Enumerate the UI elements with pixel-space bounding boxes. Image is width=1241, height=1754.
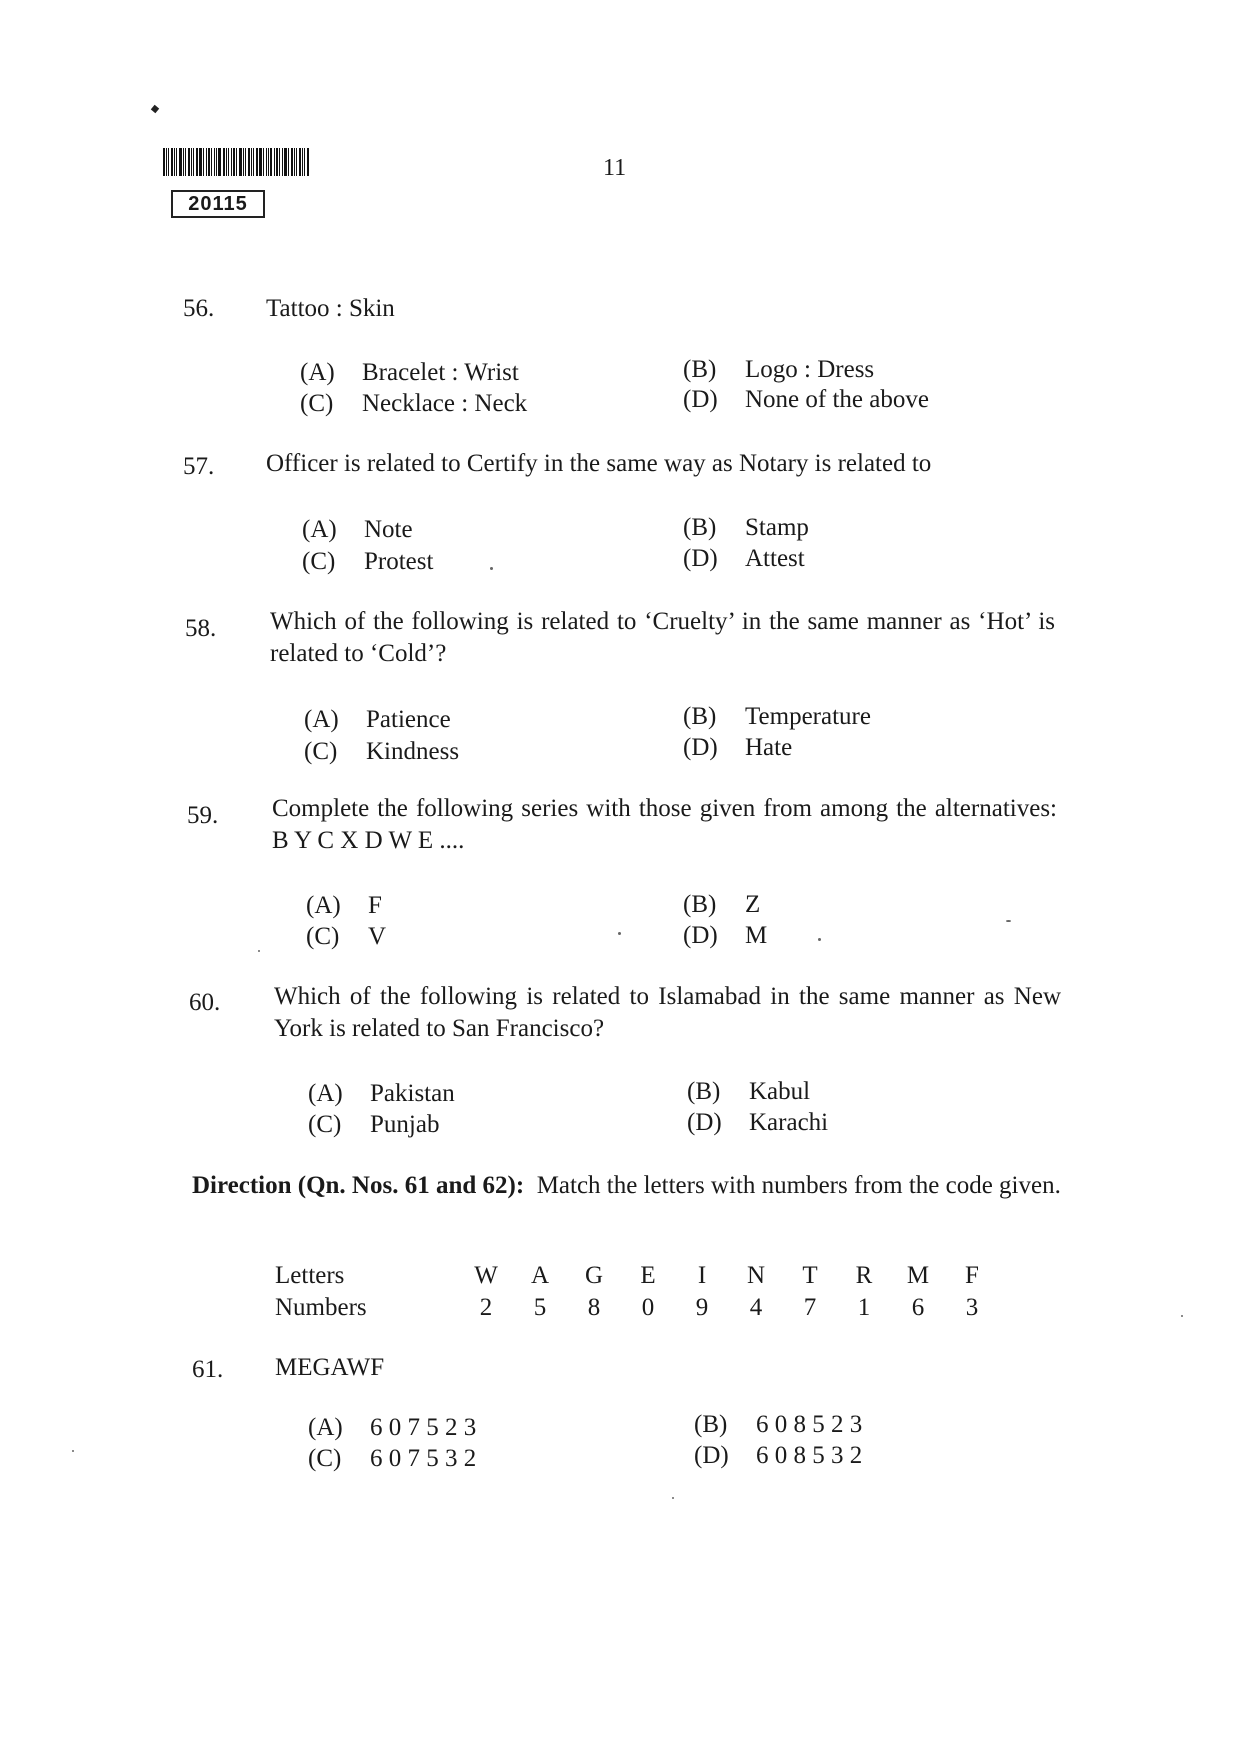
scan-speck <box>818 938 821 941</box>
option-label: (C) <box>302 548 336 575</box>
letter-cell: M <box>906 1262 930 1289</box>
option-label: (D) <box>694 1442 729 1469</box>
barcode-stripe <box>176 148 177 176</box>
barcode-stripe <box>223 148 225 176</box>
scan-speck <box>618 932 621 935</box>
option-text: Karachi <box>749 1109 829 1136</box>
number-cell: 2 <box>479 1294 493 1321</box>
option-label: (D) <box>683 545 718 572</box>
number-cell: 8 <box>587 1294 601 1321</box>
barcode-stripe <box>251 148 252 176</box>
barcode-stripe <box>291 148 293 176</box>
barcode-stripe <box>302 148 303 176</box>
option-label: (C) <box>308 1445 342 1472</box>
option-text: None of the above <box>745 386 929 413</box>
option-label: (C) <box>306 923 340 950</box>
option-a[interactable] <box>306 890 382 922</box>
option-label: (A) <box>308 1080 343 1107</box>
question-text: Which of the following is related to Islamabad in the same manner as New York is related to San Francisco? <box>274 983 1061 1042</box>
option-label: (A) <box>300 359 335 386</box>
option-label: (D) <box>687 1109 722 1136</box>
barcode <box>163 148 326 176</box>
question-number: 58. <box>185 615 217 642</box>
option-text: V <box>368 923 387 950</box>
option-label: (A) <box>302 516 337 543</box>
option-b[interactable] <box>683 701 871 733</box>
option-c[interactable] <box>308 1109 439 1141</box>
number-cell: 6 <box>911 1294 925 1321</box>
scan-speck <box>1006 920 1011 922</box>
number-cell: 7 <box>803 1294 817 1321</box>
option-a[interactable] <box>304 704 451 736</box>
letters-row <box>275 1260 999 1292</box>
barcode-stripe <box>268 148 269 176</box>
option-a[interactable] <box>308 1078 455 1110</box>
option-b[interactable] <box>683 354 874 386</box>
option-text: F <box>368 892 382 919</box>
question-text: MEGAWF <box>275 1354 385 1381</box>
scan-speck <box>1181 1315 1183 1317</box>
barcode-stripe <box>231 148 232 176</box>
option-text: Z <box>745 891 761 918</box>
option-text: Hate <box>745 734 793 761</box>
question-number: 60. <box>189 989 221 1016</box>
barcode-stripe <box>282 148 283 176</box>
option-text: Patience <box>366 706 451 733</box>
option-a[interactable] <box>300 357 519 389</box>
question-number: 61. <box>192 1356 224 1383</box>
letter-cell: R <box>855 1262 873 1289</box>
option-b[interactable] <box>683 512 809 544</box>
option-text: 6 0 8 5 2 3 <box>756 1411 863 1438</box>
option-label: (B) <box>683 703 717 730</box>
option-a[interactable] <box>302 514 413 546</box>
numbers-label: Numbers <box>275 1294 367 1321</box>
number-cell: 9 <box>695 1294 709 1321</box>
scan-speck <box>672 1497 674 1499</box>
option-label: (C) <box>304 738 338 765</box>
option-text: Stamp <box>745 514 809 541</box>
scan-speck <box>490 567 493 570</box>
letters-label: Letters <box>275 1262 345 1289</box>
barcode-stripe <box>296 148 297 176</box>
option-d[interactable] <box>687 1107 828 1139</box>
barcode-stripe <box>243 148 244 176</box>
option-c[interactable] <box>306 921 386 953</box>
option-b[interactable] <box>687 1076 810 1108</box>
option-b[interactable] <box>683 889 760 921</box>
barcode-stripe <box>253 148 254 176</box>
barcode-stripe <box>284 148 287 176</box>
option-text: Bracelet : Wrist <box>362 359 519 386</box>
option-label: (C) <box>300 390 334 417</box>
option-text: Kindness <box>366 738 460 765</box>
option-d[interactable] <box>683 920 767 952</box>
option-text: Note <box>364 516 413 543</box>
letter-cell: N <box>746 1262 766 1289</box>
option-label: (C) <box>308 1111 342 1138</box>
option-label: (A) <box>308 1414 343 1441</box>
barcode-stripe <box>228 148 229 176</box>
barcode-stripe <box>196 148 198 176</box>
barcode-stripe <box>288 148 289 176</box>
number-cell: 5 <box>533 1294 547 1321</box>
barcode-stripe <box>183 148 184 176</box>
barcode-stripe <box>179 148 182 176</box>
barcode-stripe <box>299 148 301 176</box>
option-a[interactable] <box>308 1412 476 1444</box>
number-cell: 1 <box>857 1294 871 1321</box>
barcode-stripe <box>266 148 267 176</box>
option-c[interactable] <box>308 1443 476 1475</box>
option-label: (B) <box>683 356 717 383</box>
option-label: (D) <box>683 386 718 413</box>
barcode-stripe <box>256 148 258 176</box>
option-label: (B) <box>694 1411 728 1438</box>
question-number: 57. <box>183 453 215 480</box>
letter-cell: F <box>965 1262 979 1289</box>
question-text: Officer is related to Certify in the same way as Notary is related to <box>266 450 932 477</box>
question-text: Complete the following series with those given from among the alternatives: B Y C X D W E .... <box>272 795 1057 854</box>
number-cell: 0 <box>641 1294 655 1321</box>
barcode-stripe <box>216 148 217 176</box>
barcode-stripe <box>168 148 169 176</box>
letter-cell: E <box>640 1262 656 1289</box>
barcode-stripe <box>163 148 165 176</box>
option-d[interactable] <box>683 543 805 575</box>
barcode-stripe <box>245 148 246 176</box>
letter-cell: W <box>474 1262 498 1289</box>
barcode-stripe <box>239 148 242 176</box>
option-text: Punjab <box>370 1111 440 1138</box>
direction-heading: Direction (Qn. Nos. 61 and 62): <box>192 1172 525 1199</box>
letter-cell: I <box>697 1262 707 1289</box>
option-text: Protest <box>364 548 434 575</box>
barcode-stripe <box>203 148 204 176</box>
barcode-stripe <box>226 148 227 176</box>
option-label: (D) <box>683 922 718 949</box>
barcode-stripe <box>259 148 262 176</box>
option-label: (B) <box>683 514 717 541</box>
barcode-stripe <box>191 148 192 176</box>
barcode-stripe <box>193 148 194 176</box>
option-label: (A) <box>304 706 339 733</box>
barcode-stripe <box>294 148 295 176</box>
option-label: (D) <box>683 734 718 761</box>
option-label: (B) <box>683 891 717 918</box>
barcode-stripe <box>236 148 237 176</box>
option-text: 6 0 8 5 3 2 <box>756 1442 863 1469</box>
barcode-stripe <box>214 148 215 176</box>
option-text: 6 0 7 5 2 3 <box>370 1414 477 1441</box>
option-d[interactable] <box>694 1440 862 1472</box>
option-c[interactable] <box>304 736 459 768</box>
option-text: Necklace : Neck <box>362 390 528 417</box>
letter-cell: A <box>530 1262 550 1289</box>
option-label: (B) <box>687 1078 721 1105</box>
barcode-stripe <box>206 148 207 176</box>
letter-cell: G <box>584 1262 604 1289</box>
barcode-stripe <box>188 148 190 176</box>
barcode-stripe <box>199 148 202 176</box>
direction-text: Match the letters with numbers from the code given. <box>536 1172 1061 1199</box>
numbers-row <box>275 1292 999 1324</box>
barcode-stripe <box>304 148 305 176</box>
page-number: 11 <box>603 155 627 181</box>
question-text: Tattoo : Skin <box>266 295 395 322</box>
question-text: Which of the following is related to ‘Cruelty’ in the same manner as ‘Hot’ is related to ‘Cold’? <box>270 608 1055 667</box>
question-number: 56. <box>183 295 215 322</box>
barcode-stripe <box>211 148 212 176</box>
scan-speck <box>258 950 260 952</box>
scan-speck <box>72 1450 74 1452</box>
barcode-stripe <box>185 148 186 176</box>
option-d[interactable] <box>683 384 929 416</box>
option-d[interactable] <box>683 732 792 764</box>
letter-cell: T <box>802 1262 818 1289</box>
barcode-stripe <box>279 148 280 176</box>
barcode-stripe <box>263 148 264 176</box>
barcode-stripe <box>274 148 275 176</box>
barcode-stripe <box>174 148 175 176</box>
option-c[interactable] <box>300 388 527 420</box>
barcode-stripe <box>208 148 210 176</box>
option-text: Logo : Dress <box>745 356 875 383</box>
barcode-stripe <box>171 148 173 176</box>
option-label: (A) <box>306 892 341 919</box>
option-text: Pakistan <box>370 1080 455 1107</box>
option-text: Kabul <box>749 1078 811 1105</box>
barcode-stripe <box>233 148 235 176</box>
direction-block <box>192 1168 1065 1204</box>
barcode-stripe <box>248 148 250 176</box>
barcode-stripe <box>276 148 278 176</box>
barcode-stripe <box>270 148 272 176</box>
option-text: Temperature <box>745 703 871 730</box>
barcode-stripe <box>307 148 309 176</box>
option-c[interactable] <box>302 546 433 578</box>
number-cell: 4 <box>749 1294 763 1321</box>
barcode-stripe <box>166 148 167 176</box>
option-text: Attest <box>745 545 805 572</box>
scan-mark <box>151 105 159 113</box>
letter-number-code-table <box>275 1260 999 1324</box>
number-cell: 3 <box>965 1294 979 1321</box>
option-text: 6 0 7 5 3 2 <box>370 1445 477 1472</box>
barcode-stripe <box>218 148 221 176</box>
booklet-code-box: 20115 <box>171 190 265 218</box>
option-text: M <box>745 922 768 949</box>
question-number: 59. <box>187 802 219 829</box>
option-b[interactable] <box>694 1409 862 1441</box>
